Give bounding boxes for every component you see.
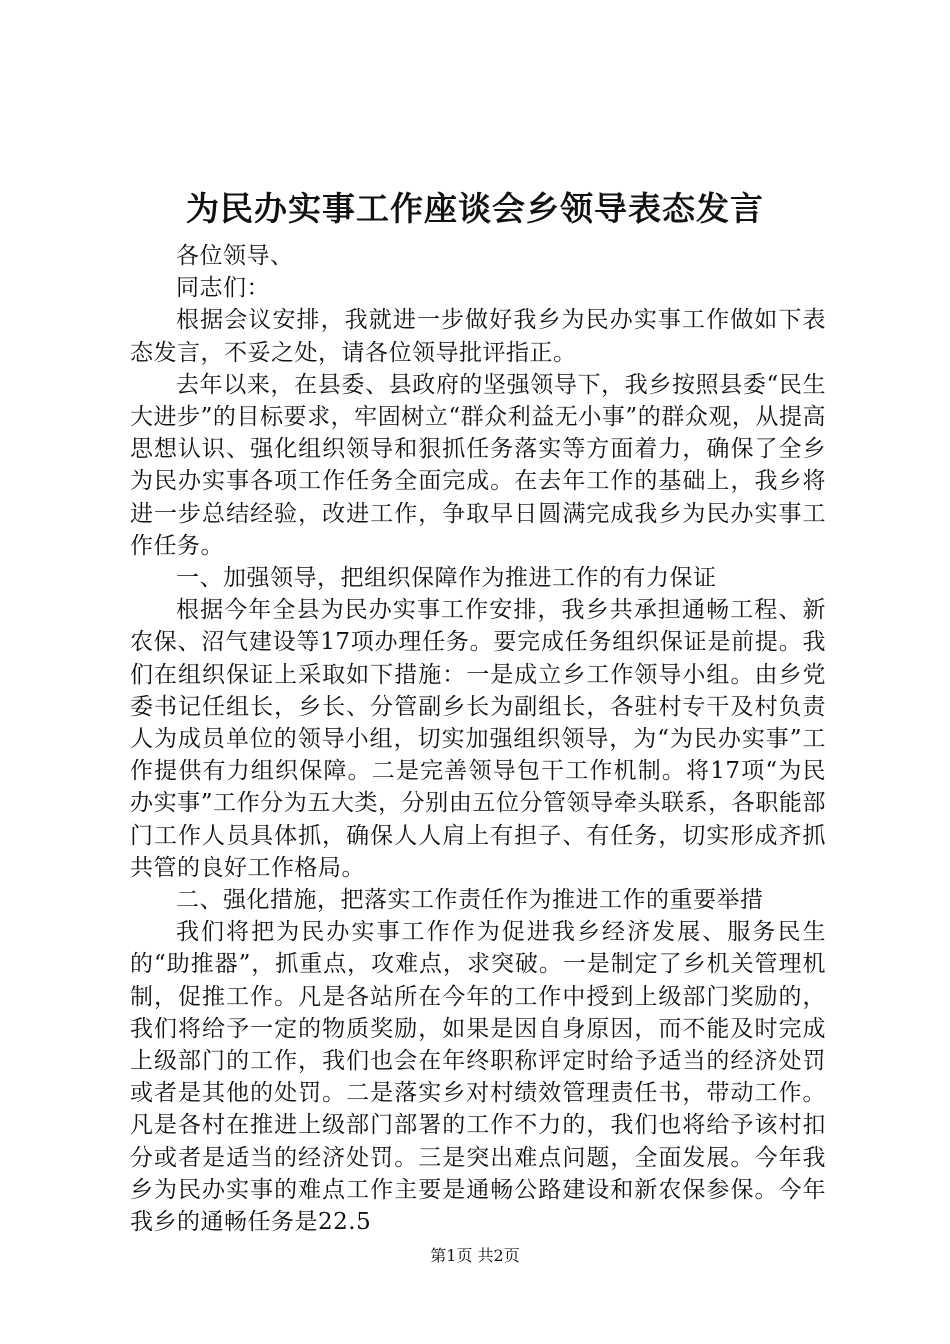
salutation-line-1: 各位领导、	[176, 243, 294, 269]
document-body	[130, 240, 826, 1238]
paragraph-last-year: 去年以来，在县委、县政府的坚强领导下，我乡按照县委“民生大进步”的目标要求，牢固树立“群众利益无小事”的群众观，从提高思想认识、强化组织领导和狠抓任务落实等方面着力，确保了全乡为民办实事各项工作任务全面完成。在去年工作的基础上，我乡将进一步总结经验，改进工作，争取早日圆满完成我乡为民办实事工作任务。	[130, 371, 826, 559]
document-title: 为民办实事工作座谈会乡领导表态发言	[186, 189, 764, 228]
paragraph-section-1: 根据今年全县为民办实事工作安排，我乡共承担通畅工程、新农保、沼气建设等17项办理任务。要完成任务组织保证是前提。我们在组织保证上采取如下措施：一是成立乡工作领导小组。由乡党委书记任组长，乡长、分管副乡长为副组长，各驻村专干及村负责人为成员单位的领导小组，切实加强组织领导，为“为民办实事”工作提供有力组织保障。二是完善领导包干工作机制。将17项“为民办实事”工作分为五大类，分别由五位分管领导牵头联系，各职能部门工作人员具体抓，确保人人肩上有担子、有任务，切实形成齐抓共管的良好工作格局。	[130, 597, 826, 881]
paragraph-intro: 根据会议安排，我就进一步做好我乡为民办实事工作做如下表态发言，不妥之处，请各位领导批评指正。	[130, 307, 826, 366]
section-heading-2: 二、强化措施，把落实工作责任作为推进工作的重要举措	[176, 887, 764, 914]
paragraph-section-2: 我们将把为民办实事工作作为促进我乡经济发展、服务民生的“助推器”，抓重点，攻难点，求突破。一是制定了乡机关管理机制，促推工作。凡是各站所在今年的工作中授到上级部门奖励的，我们将给予一定的物质奖励，如果是因自身原因，而不能及时完成上级部门的工作，我们也会在年终职称评定时给予适当的经济处罚或者是其他的处罚。二是落实乡对村绩效管理责任书，带动工作。凡是各村在推进上级部门部署的工作不力的，我们也将给予该村扣分或者是适当的经济处罚。三是突出难点问题，全面发展。今年我乡为民办实事的难点工作主要是通畅公路建设和新农保参保。今年我乡的通畅任务是22.5	[130, 919, 826, 1236]
salutation-line-2: 同志们：	[176, 275, 270, 302]
section-heading-1: 一、加强领导，把组织保障作为推进工作的有力保证	[176, 565, 717, 592]
page-number-footer: 第1页 共2页	[430, 1246, 520, 1265]
